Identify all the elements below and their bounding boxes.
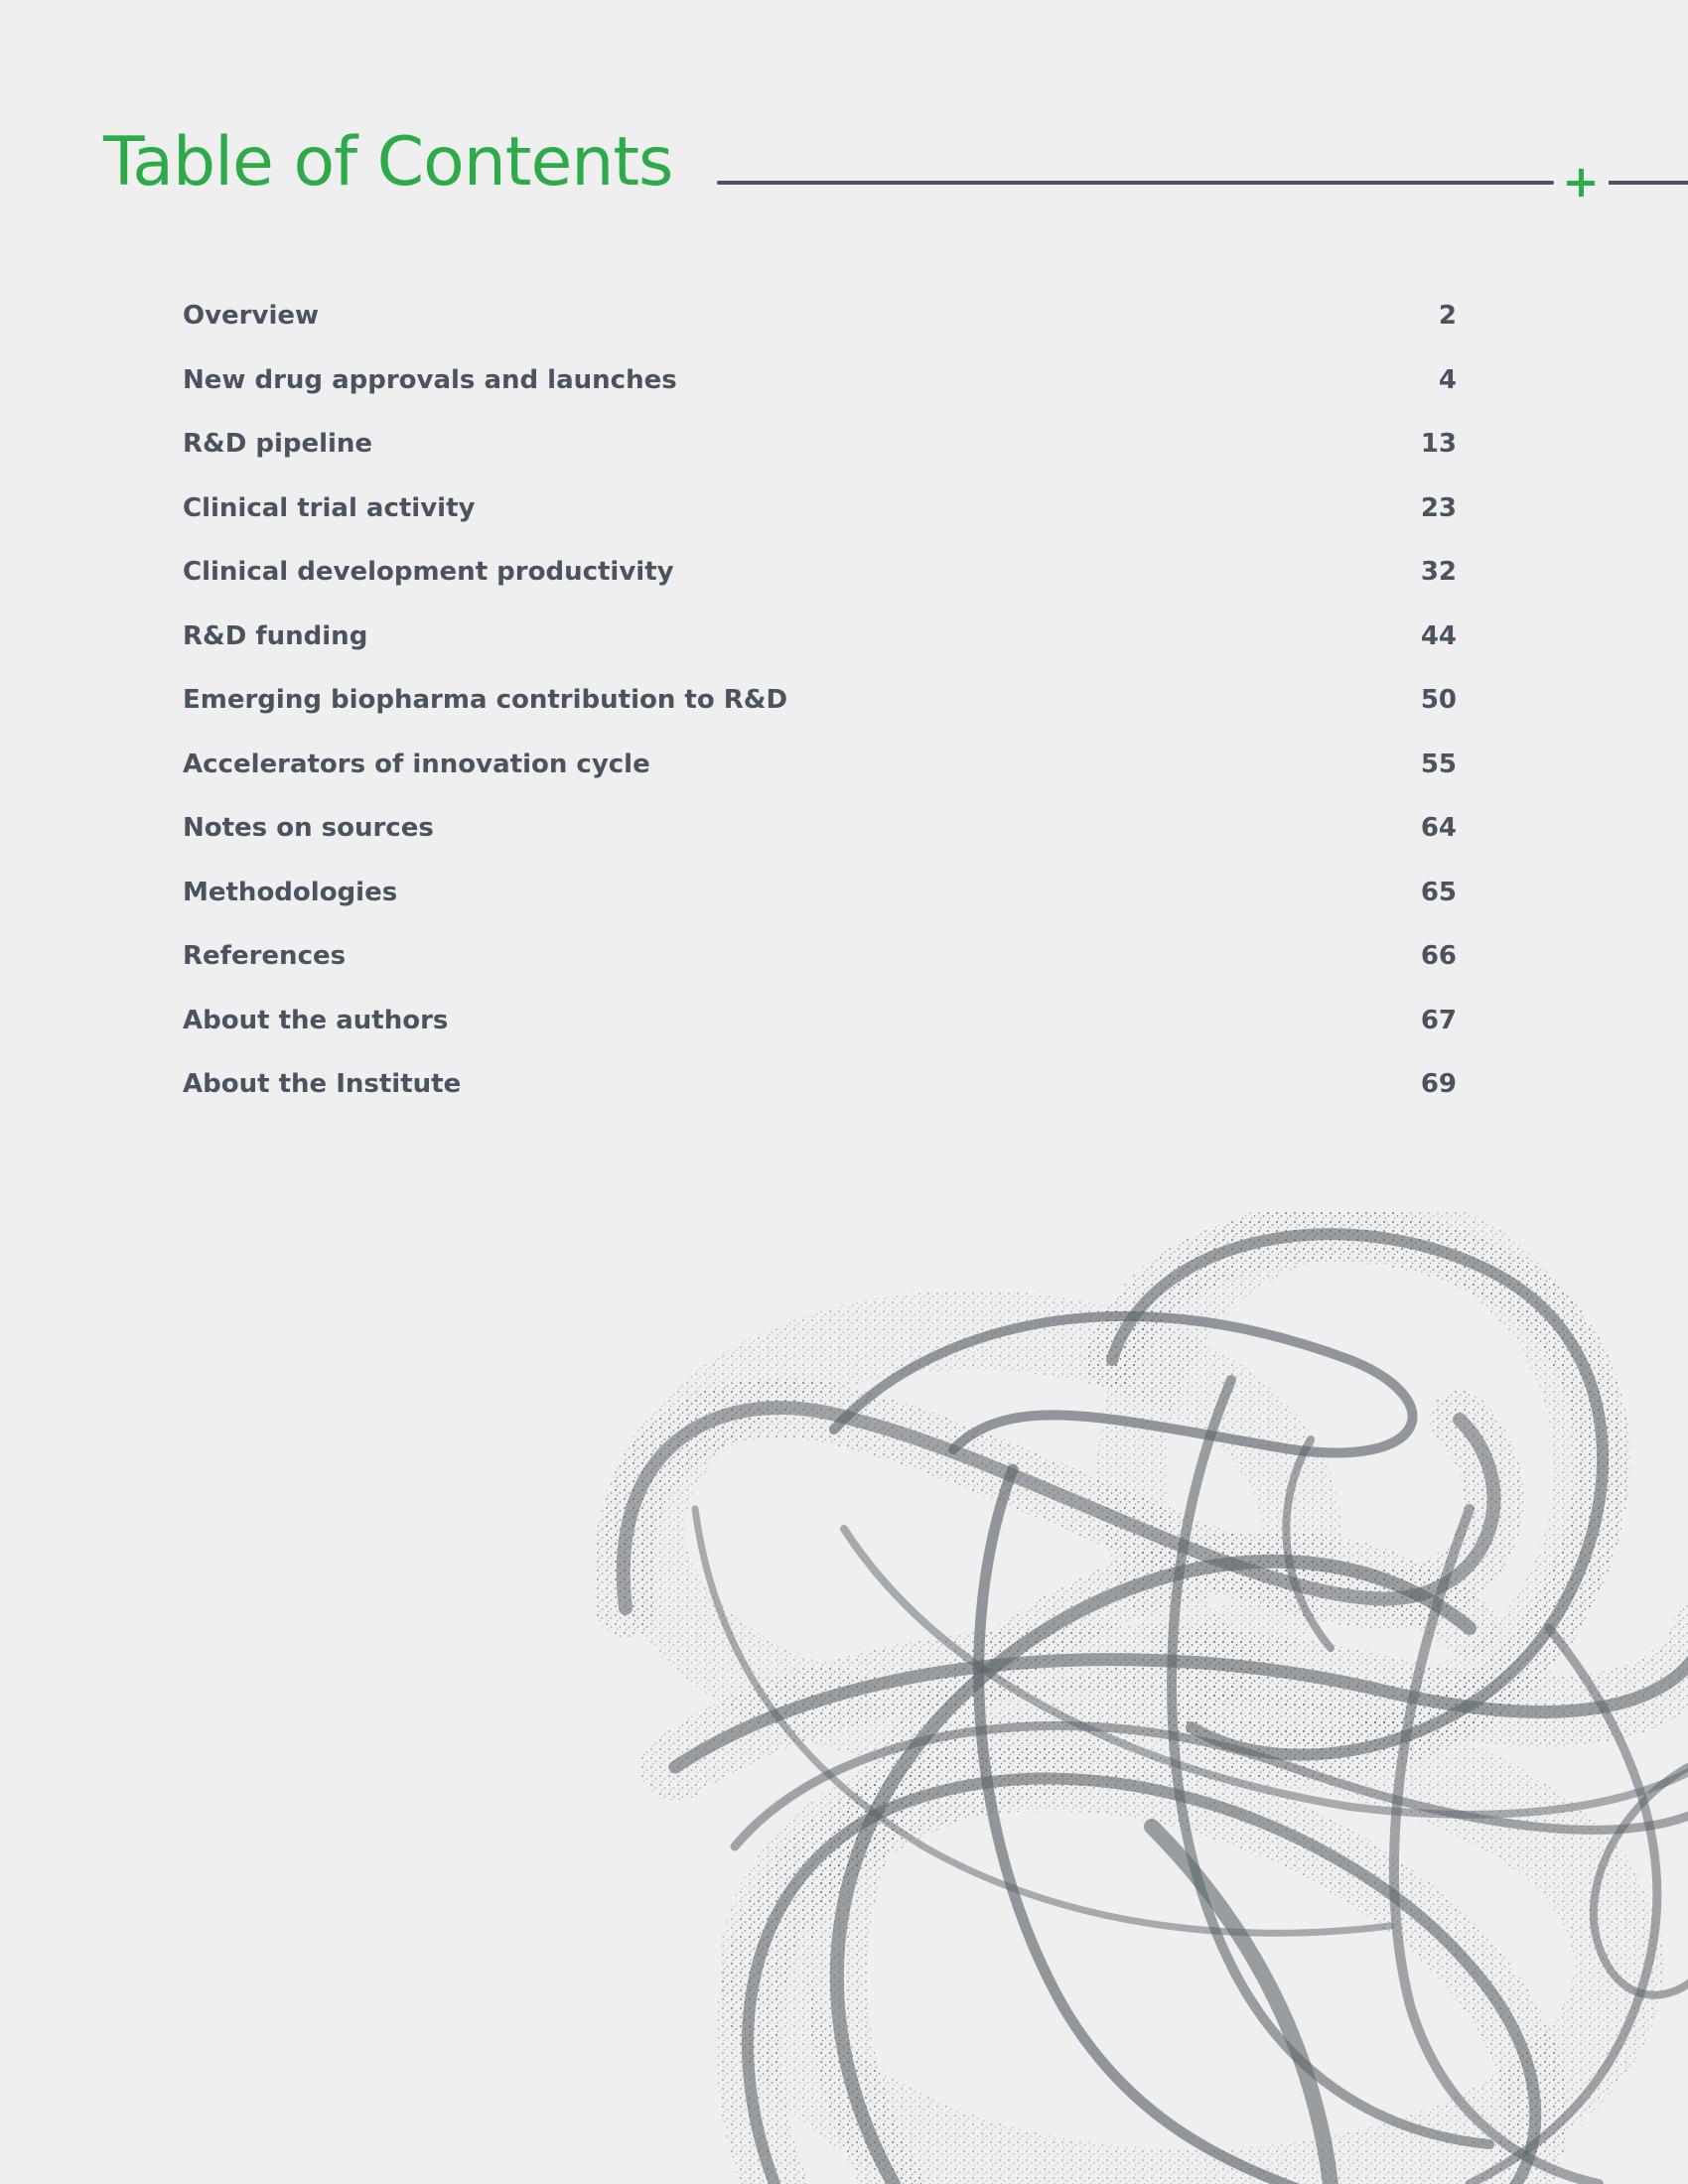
- toc-entry-new-drug-approvals[interactable]: [183, 348, 1457, 413]
- toc-entry-page: 23: [1420, 492, 1457, 523]
- toc-entry-page: 66: [1420, 941, 1457, 972]
- toc-entry-label: Clinical trial activity: [183, 492, 476, 523]
- toc-entry-label: Notes on sources: [183, 813, 434, 844]
- toc-list: [183, 284, 1457, 1117]
- toc-entry-label: R&D pipeline: [183, 429, 373, 460]
- title-divider: [717, 181, 1554, 185]
- toc-entry-page: 65: [1420, 877, 1457, 907]
- page-title: Table of Contents: [103, 123, 673, 202]
- toc-entry-page: 44: [1420, 620, 1457, 651]
- toc-entry-label: About the authors: [183, 1005, 449, 1035]
- toc-entry-page: 55: [1420, 749, 1457, 779]
- toc-entry-label: New drug approvals and launches: [183, 364, 677, 395]
- toc-entry-label: About the Institute: [183, 1069, 462, 1100]
- toc-entry-label: References: [183, 941, 347, 972]
- toc-entry-label: R&D funding: [183, 620, 368, 651]
- toc-entry-methodologies[interactable]: [183, 861, 1457, 925]
- title-divider-tail: [1609, 181, 1688, 185]
- toc-entry-label: Emerging biopharma contribution to R&D: [183, 685, 788, 716]
- toc-entry-label: Clinical development productivity: [183, 557, 674, 588]
- toc-entry-rd-pipeline[interactable]: [183, 412, 1457, 477]
- toc-entry-page: 13: [1420, 429, 1457, 460]
- toc-entry-page: 50: [1420, 685, 1457, 716]
- toc-entry-label: Overview: [183, 301, 320, 332]
- toc-entry-label: Methodologies: [183, 877, 398, 907]
- plus-icon: [1567, 169, 1595, 197]
- toc-entry-emerging-biopharma[interactable]: [183, 668, 1457, 733]
- toc-entry-page: 4: [1438, 364, 1457, 395]
- toc-entry-clinical-trial-activity[interactable]: [183, 477, 1457, 541]
- toc-entry-page: 2: [1438, 301, 1457, 332]
- toc-entry-page: 67: [1420, 1005, 1457, 1035]
- toc-entry-rd-funding[interactable]: [183, 605, 1457, 669]
- toc-entry-page: 32: [1420, 557, 1457, 588]
- toc-entry-about-institute[interactable]: [183, 1052, 1457, 1117]
- toc-entry-notes-on-sources[interactable]: [183, 796, 1457, 861]
- toc-entry-references[interactable]: [183, 924, 1457, 989]
- toc-entry-page: 69: [1420, 1069, 1457, 1100]
- decorative-ribbon-illustration: [596, 1211, 1688, 2184]
- toc-entry-page: 64: [1420, 813, 1457, 844]
- toc-entry-clinical-development-productivity[interactable]: [183, 540, 1457, 605]
- toc-entry-about-authors[interactable]: [183, 989, 1457, 1053]
- toc-entry-label: Accelerators of innovation cycle: [183, 749, 650, 779]
- toc-entry-accelerators[interactable]: [183, 733, 1457, 797]
- toc-entry-overview[interactable]: [183, 284, 1457, 348]
